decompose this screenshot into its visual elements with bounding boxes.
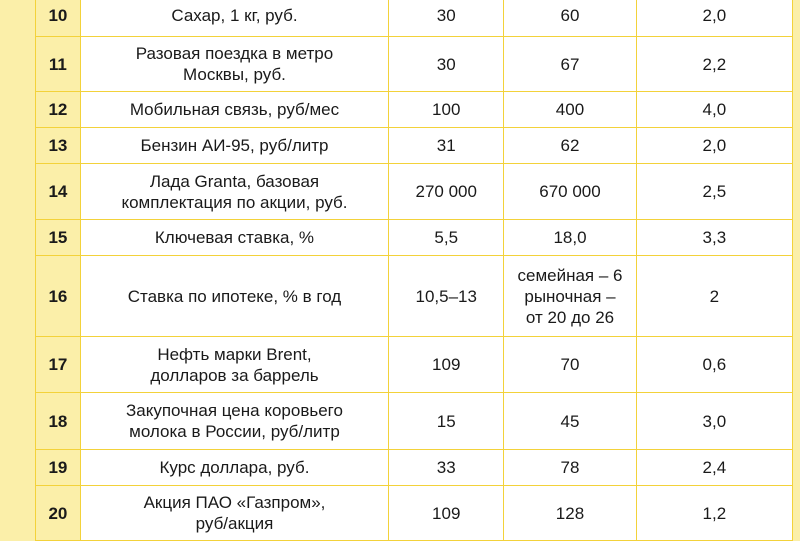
item-name: Курс доллара, руб. xyxy=(80,450,388,486)
growth-ratio: 2,5 xyxy=(636,164,792,220)
value-then: 109 xyxy=(389,486,504,541)
value-now: 62 xyxy=(504,128,636,164)
growth-ratio: 2,0 xyxy=(636,0,792,37)
table-row xyxy=(36,450,793,486)
table-row xyxy=(36,164,793,220)
table-row xyxy=(36,337,793,393)
value-now: 67 xyxy=(504,37,636,92)
table-row xyxy=(36,393,793,450)
value-now: 670 000 xyxy=(504,164,636,220)
table-row xyxy=(36,0,793,37)
table-row xyxy=(36,128,793,164)
value-then: 100 xyxy=(389,92,504,128)
table-row xyxy=(36,256,793,337)
row-number: 19 xyxy=(36,450,81,486)
value-now: 128 xyxy=(504,486,636,541)
item-name: Закупочная цена коровьего молока в России, руб/литр xyxy=(80,393,388,450)
row-number: 17 xyxy=(36,337,81,393)
value-now: 400 xyxy=(504,92,636,128)
row-number: 15 xyxy=(36,220,81,256)
growth-ratio: 0,6 xyxy=(636,337,792,393)
item-name: Ставка по ипотеке, % в год xyxy=(80,256,388,337)
growth-ratio: 3,0 xyxy=(636,393,792,450)
row-number: 12 xyxy=(36,92,81,128)
growth-ratio: 2,4 xyxy=(636,450,792,486)
row-number: 18 xyxy=(36,393,81,450)
item-name: Разовая поездка в метро Москвы, руб. xyxy=(80,37,388,92)
value-then: 15 xyxy=(389,393,504,450)
table-row xyxy=(36,220,793,256)
item-name: Сахар, 1 кг, руб. xyxy=(80,0,388,37)
row-number: 14 xyxy=(36,164,81,220)
value-now: семейная – 6 рыночная – от 20 до 26 xyxy=(504,256,636,337)
item-name: Мобильная связь, руб/мес xyxy=(80,92,388,128)
item-name: Ключевая ставка, % xyxy=(80,220,388,256)
table-row xyxy=(36,37,793,92)
growth-ratio: 2,2 xyxy=(636,37,792,92)
value-now: 78 xyxy=(504,450,636,486)
value-now: 70 xyxy=(504,337,636,393)
row-number: 16 xyxy=(36,256,81,337)
item-name: Акция ПАО «Газпром», руб/акция xyxy=(80,486,388,541)
value-then: 30 xyxy=(389,0,504,37)
value-then: 33 xyxy=(389,450,504,486)
value-then: 30 xyxy=(389,37,504,92)
value-now: 60 xyxy=(504,0,636,37)
growth-ratio: 2,0 xyxy=(636,128,792,164)
value-now: 18,0 xyxy=(504,220,636,256)
price-comparison-table xyxy=(35,0,793,541)
table-row xyxy=(36,92,793,128)
value-then: 10,5–13 xyxy=(389,256,504,337)
row-number: 20 xyxy=(36,486,81,541)
item-name: Лада Granta, базовая комплектация по акции, руб. xyxy=(80,164,388,220)
value-now: 45 xyxy=(504,393,636,450)
item-name: Бензин АИ-95, руб/литр xyxy=(80,128,388,164)
row-number: 11 xyxy=(36,37,81,92)
growth-ratio: 3,3 xyxy=(636,220,792,256)
value-then: 31 xyxy=(389,128,504,164)
row-number: 13 xyxy=(36,128,81,164)
value-then: 109 xyxy=(389,337,504,393)
growth-ratio: 2 xyxy=(636,256,792,337)
value-then: 270 000 xyxy=(389,164,504,220)
growth-ratio: 1,2 xyxy=(636,486,792,541)
table-row xyxy=(36,486,793,541)
row-number: 10 xyxy=(36,0,81,37)
value-then: 5,5 xyxy=(389,220,504,256)
growth-ratio: 4,0 xyxy=(636,92,792,128)
item-name: Нефть марки Brent, долларов за баррель xyxy=(80,337,388,393)
